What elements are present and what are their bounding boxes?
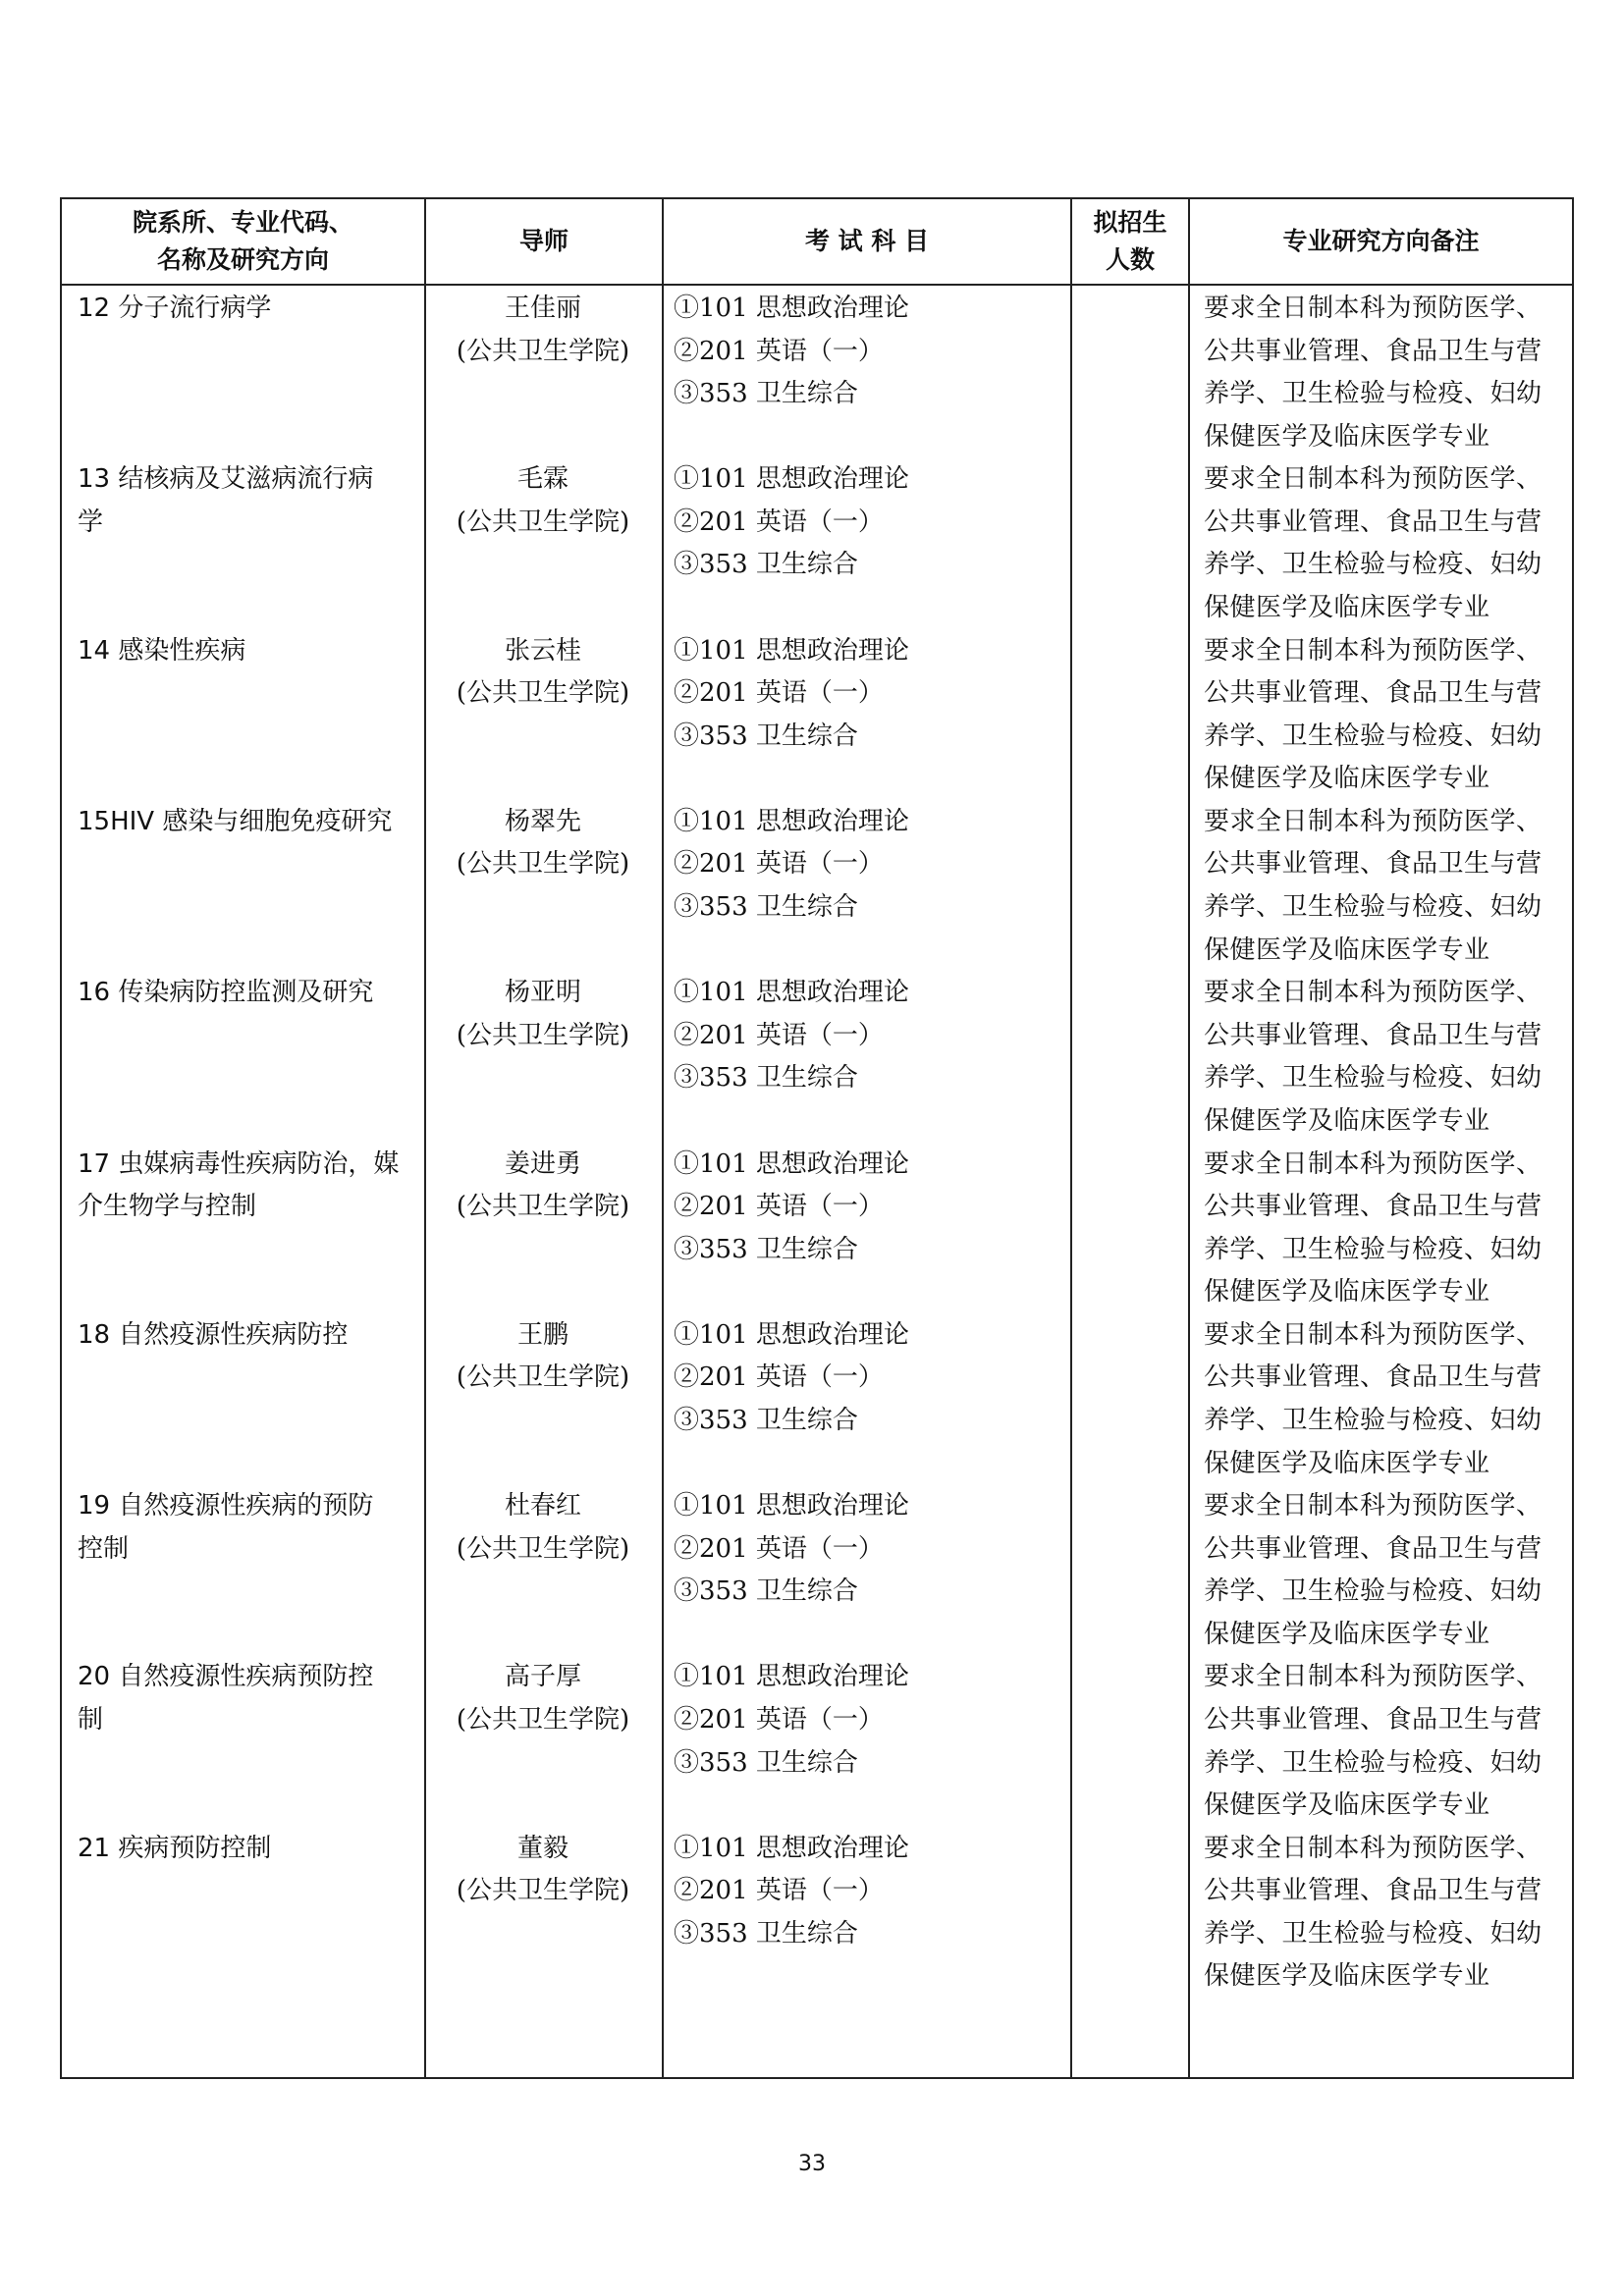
header-notes xyxy=(1190,199,1572,284)
note-line: 保健医学及临床医学专业 xyxy=(1204,934,1490,965)
exam-subjects xyxy=(674,458,1076,587)
table-row xyxy=(62,968,1572,1139)
advisor-name: 王鹏 xyxy=(516,1319,568,1350)
note-line: 养学、卫生检验与检疫、妇幼 xyxy=(1204,1576,1543,1607)
direction-notes xyxy=(1204,801,1569,972)
advisor-unit: (公共卫生学院) xyxy=(456,1704,630,1735)
advisor-unit: (公共卫生学院) xyxy=(456,678,630,709)
advisor-name: 高子厚 xyxy=(504,1662,581,1692)
research-direction xyxy=(78,1656,416,1741)
exam-subject: ③353 卫生综合 xyxy=(674,892,858,923)
direction-name: 自然疫源性疾病防控 xyxy=(118,1319,349,1350)
advisor-unit: (公共卫生学院) xyxy=(456,1533,630,1564)
advisor-name: 杨亚明 xyxy=(504,978,581,1008)
advisor xyxy=(427,1656,659,1741)
note-line: 养学、卫生检验与检疫、妇幼 xyxy=(1204,892,1543,923)
direction-name-cont: 制 xyxy=(78,1704,104,1735)
note-line: 养学、卫生检验与检疫、妇幼 xyxy=(1204,1063,1543,1094)
note-line: 养学、卫生检验与检疫、妇幼 xyxy=(1204,550,1543,580)
direction-code: 12 xyxy=(78,294,111,323)
exam-subject: ③353 卫生综合 xyxy=(674,1405,858,1435)
direction-code: 17 xyxy=(78,1148,111,1179)
direction-name: 虫媒病毒性疾病防治，媒 xyxy=(118,1148,400,1179)
exam-subject: ②201 英语（一） xyxy=(674,849,884,880)
advisor xyxy=(427,1314,659,1400)
direction-notes xyxy=(1204,972,1569,1143)
note-line: 公共事业管理、食品卫生与营 xyxy=(1204,1704,1543,1735)
exam-subject: ②201 英语（一） xyxy=(674,1533,884,1564)
advisor-name: 杜春红 xyxy=(504,1491,581,1522)
exam-subjects xyxy=(674,1314,1076,1443)
advisor xyxy=(427,630,659,716)
note-line: 公共事业管理、食品卫生与营 xyxy=(1204,849,1543,880)
exam-subject: ③353 卫生综合 xyxy=(674,1747,858,1778)
table-row xyxy=(62,1481,1572,1652)
header-advisor-label: 导师 xyxy=(518,227,568,255)
advisor-unit: (公共卫生学院) xyxy=(456,507,630,537)
advisor-unit: (公共卫生学院) xyxy=(456,336,630,366)
exam-subjects xyxy=(674,630,1076,759)
advisor xyxy=(427,972,659,1057)
research-direction xyxy=(78,972,416,1015)
direction-name: 传染病防控监测及研究 xyxy=(118,978,374,1008)
note-line: 保健医学及临床医学专业 xyxy=(1204,1619,1490,1649)
note-line: 公共事业管理、食品卫生与营 xyxy=(1204,336,1543,366)
note-line: 要求全日制本科为预防医学、 xyxy=(1204,1833,1543,1863)
advisor xyxy=(427,801,659,886)
header-notes-label: 专业研究方向备注 xyxy=(1282,227,1480,255)
exam-subject: ②201 英语（一） xyxy=(674,678,884,709)
exam-subject: ①101 思想政治理论 xyxy=(674,1148,909,1179)
advisor-unit: (公共卫生学院) xyxy=(456,849,630,880)
direction-code: 21 xyxy=(78,1833,111,1863)
advisor xyxy=(427,1485,659,1571)
direction-name: 分子流行病学 xyxy=(118,294,272,323)
direction-name: 自然疫源性疾病预防控 xyxy=(118,1662,374,1692)
header-direction-line2: 名称及研究方向 xyxy=(156,245,329,274)
exam-subjects xyxy=(674,972,1076,1100)
header-quota-line1: 拟招生 xyxy=(1093,208,1167,237)
direction-name-cont: 控制 xyxy=(78,1533,130,1564)
exam-subject: ②201 英语（一） xyxy=(674,1192,884,1222)
note-line: 保健医学及临床医学专业 xyxy=(1204,764,1490,794)
direction-code: 15HIV xyxy=(78,806,155,836)
advisor-unit: (公共卫生学院) xyxy=(456,1020,630,1050)
exam-subject: ①101 思想政治理论 xyxy=(674,978,909,1008)
direction-name: 结核病及艾滋病流行病 xyxy=(118,464,374,495)
advisor-unit: (公共卫生学院) xyxy=(456,1192,630,1222)
exam-subjects xyxy=(674,801,1076,930)
advisor-name: 杨翠先 xyxy=(504,806,581,836)
note-line: 公共事业管理、食品卫生与营 xyxy=(1204,1362,1543,1393)
header-quota-line2: 人数 xyxy=(1105,245,1155,274)
advisor-name: 张云桂 xyxy=(504,635,581,666)
note-line: 公共事业管理、食品卫生与营 xyxy=(1204,1020,1543,1050)
note-line: 要求全日制本科为预防医学、 xyxy=(1204,806,1543,836)
exam-subjects xyxy=(674,1828,1076,1956)
note-line: 保健医学及临床医学专业 xyxy=(1204,421,1490,452)
direction-name: 自然疫源性疾病的预防 xyxy=(118,1491,374,1522)
note-line: 保健医学及临床医学专业 xyxy=(1204,1448,1490,1478)
header-exam xyxy=(664,199,1070,284)
exam-subject: ①101 思想政治理论 xyxy=(674,806,909,836)
advisor-unit: (公共卫生学院) xyxy=(456,1362,630,1393)
exam-subject: ②201 英语（一） xyxy=(674,1704,884,1735)
direction-name: 疾病预防控制 xyxy=(118,1833,272,1863)
exam-subject: ②201 英语（一） xyxy=(674,1020,884,1050)
note-line: 要求全日制本科为预防医学、 xyxy=(1204,1491,1543,1522)
direction-notes xyxy=(1204,630,1569,801)
direction-notes xyxy=(1204,1485,1569,1656)
exam-subject: ①101 思想政治理论 xyxy=(674,1319,909,1350)
research-direction xyxy=(78,1485,416,1571)
research-direction xyxy=(78,630,416,673)
direction-name-cont: 介生物学与控制 xyxy=(78,1192,257,1222)
direction-notes xyxy=(1204,1656,1569,1827)
exam-subjects xyxy=(674,1144,1076,1272)
exam-subject: ②201 英语（一） xyxy=(674,1362,884,1393)
exam-subject: ③353 卫生综合 xyxy=(674,379,858,409)
exam-subject: ③353 卫生综合 xyxy=(674,550,858,580)
direction-notes xyxy=(1204,1314,1569,1485)
advisor-name: 毛霖 xyxy=(516,464,568,495)
note-line: 要求全日制本科为预防医学、 xyxy=(1204,635,1543,666)
note-line: 保健医学及临床医学专业 xyxy=(1204,1277,1490,1308)
note-line: 要求全日制本科为预防医学、 xyxy=(1204,978,1543,1008)
exam-subject: ②201 英语（一） xyxy=(674,507,884,537)
note-line: 要求全日制本科为预防医学、 xyxy=(1204,1662,1543,1692)
note-line: 养学、卫生检验与检疫、妇幼 xyxy=(1204,1234,1543,1264)
note-line: 养学、卫生检验与检疫、妇幼 xyxy=(1204,1747,1543,1778)
note-line: 养学、卫生检验与检疫、妇幼 xyxy=(1204,1405,1543,1435)
note-line: 要求全日制本科为预防医学、 xyxy=(1204,294,1543,323)
enrollment-table xyxy=(60,197,1574,2079)
exam-subject: ①101 思想政治理论 xyxy=(674,635,909,666)
advisor-name: 王佳丽 xyxy=(504,294,581,323)
exam-subject: ②201 英语（一） xyxy=(674,336,884,366)
table-row xyxy=(62,1824,1572,1995)
direction-code: 20 xyxy=(78,1662,111,1692)
exam-subject: ①101 思想政治理论 xyxy=(674,294,909,323)
exam-subject: ③353 卫生综合 xyxy=(674,1918,858,1949)
exam-subject: ①101 思想政治理论 xyxy=(674,1833,909,1863)
table-row xyxy=(62,1652,1572,1823)
direction-code: 18 xyxy=(78,1319,111,1350)
table-row xyxy=(62,454,1572,625)
note-line: 公共事业管理、食品卫生与营 xyxy=(1204,1533,1543,1564)
note-line: 要求全日制本科为预防医学、 xyxy=(1204,1319,1543,1350)
exam-subject: ③353 卫生综合 xyxy=(674,1234,858,1264)
note-line: 养学、卫生检验与检疫、妇幼 xyxy=(1204,379,1543,409)
research-direction xyxy=(78,1314,416,1358)
advisor xyxy=(427,458,659,544)
note-line: 公共事业管理、食品卫生与营 xyxy=(1204,678,1543,709)
note-line: 公共事业管理、食品卫生与营 xyxy=(1204,507,1543,537)
note-line: 保健医学及临床医学专业 xyxy=(1204,593,1490,623)
note-line: 公共事业管理、食品卫生与营 xyxy=(1204,1192,1543,1222)
direction-name: 感染与细胞免疫研究 xyxy=(162,806,393,836)
direction-code: 14 xyxy=(78,635,111,666)
table-row xyxy=(62,797,1572,968)
advisor xyxy=(427,1828,659,1913)
advisor-name: 董毅 xyxy=(516,1833,568,1863)
note-line: 养学、卫生检验与检疫、妇幼 xyxy=(1204,1918,1543,1949)
table-row xyxy=(62,1310,1572,1481)
table-row xyxy=(62,1140,1572,1310)
exam-subject: ①101 思想政治理论 xyxy=(674,464,909,495)
research-direction xyxy=(78,288,416,331)
exam-subject: ③353 卫生综合 xyxy=(674,721,858,751)
header-exam-label: 考 试 科 目 xyxy=(804,227,930,255)
exam-subject: ①101 思想政治理论 xyxy=(674,1491,909,1522)
advisor xyxy=(427,288,659,373)
direction-name: 感染性疾病 xyxy=(118,635,246,666)
exam-subject: ③353 卫生综合 xyxy=(674,1063,858,1094)
direction-code: 16 xyxy=(78,978,111,1008)
research-direction xyxy=(78,458,416,544)
direction-code: 13 xyxy=(78,464,111,495)
header-quota xyxy=(1072,199,1188,284)
exam-subject: ③353 卫生综合 xyxy=(674,1576,858,1607)
research-direction xyxy=(78,1144,416,1229)
note-line: 公共事业管理、食品卫生与营 xyxy=(1204,1876,1543,1906)
page-number: 33 xyxy=(798,2152,826,2176)
header-direction xyxy=(62,199,424,284)
header-direction-line1: 院系所、专业代码、 xyxy=(132,208,353,237)
header-advisor xyxy=(426,199,662,284)
exam-subject: ②201 英语（一） xyxy=(674,1876,884,1906)
exam-subjects xyxy=(674,1656,1076,1785)
exam-subjects xyxy=(674,288,1076,416)
note-line: 要求全日制本科为预防医学、 xyxy=(1204,1148,1543,1179)
direction-notes xyxy=(1204,1144,1569,1314)
direction-notes xyxy=(1204,288,1569,458)
advisor-name: 姜进勇 xyxy=(504,1148,581,1179)
table-row xyxy=(62,626,1572,797)
note-line: 要求全日制本科为预防医学、 xyxy=(1204,464,1543,495)
exam-subject: ①101 思想政治理论 xyxy=(674,1662,909,1692)
note-line: 保健医学及临床医学专业 xyxy=(1204,1961,1490,1992)
table-row xyxy=(62,284,1572,454)
exam-subjects xyxy=(674,1485,1076,1614)
direction-code: 19 xyxy=(78,1491,111,1522)
note-line: 保健医学及临床医学专业 xyxy=(1204,1105,1490,1136)
advisor xyxy=(427,1144,659,1229)
research-direction xyxy=(78,1828,416,1871)
direction-notes xyxy=(1204,1828,1569,1999)
note-line: 养学、卫生检验与检疫、妇幼 xyxy=(1204,721,1543,751)
note-line: 保健医学及临床医学专业 xyxy=(1204,1790,1490,1821)
research-direction xyxy=(78,801,416,844)
direction-name-cont: 学 xyxy=(78,507,104,537)
advisor-unit: (公共卫生学院) xyxy=(456,1876,630,1906)
direction-notes xyxy=(1204,458,1569,629)
